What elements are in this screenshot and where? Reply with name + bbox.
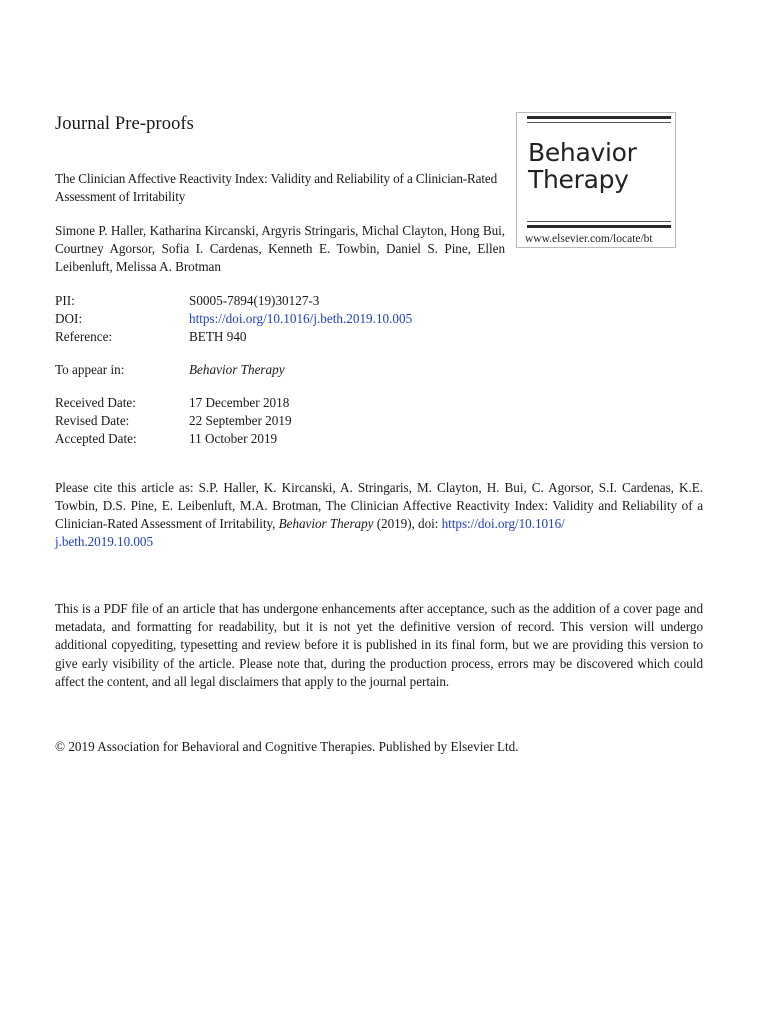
meta-row-received bbox=[55, 394, 412, 412]
preproof-notice: This is a PDF file of an article that has undergone enhancements after acceptance, such as the addition of a cover page and metadata, and formatting for readability, but it is not yet the definitive version of record. This version will undergo additional copyediting, typesetting and review before it is published in its final form, but we are providing this version to give early visibility of the article. Please note that, during the production process, errors may be discovered which could affect the content, and all legal disclaimers that apply to the journal pertain. bbox=[55, 601, 703, 689]
accepted-value: 11 October 2019 bbox=[189, 431, 278, 446]
citation-doi-part2: j.beth.2019.10.005 bbox=[55, 534, 154, 549]
article-title: The Clinician Affective Reactivity Index: Validity and Reliability of a Clinician-Rated Assessment of Irritability bbox=[55, 171, 498, 204]
meta-row-accepted bbox=[55, 430, 412, 448]
journal-cover[interactable] bbox=[516, 112, 676, 248]
doi-label: DOI: bbox=[55, 311, 83, 326]
cover-top-rule bbox=[527, 116, 671, 119]
pii-value: S0005-7894(19)30127-3 bbox=[189, 293, 320, 308]
cover-bottom-rule bbox=[527, 225, 671, 228]
citation-journal: Behavior Therapy bbox=[278, 516, 374, 531]
reference-value: BETH 940 bbox=[189, 329, 247, 344]
citation-middle: (2019), doi: bbox=[373, 516, 442, 531]
meta-row-doi bbox=[55, 310, 412, 328]
revised-value: 22 September 2019 bbox=[189, 413, 292, 428]
citation-prefix: Please cite this article as: S.P. Haller, K. Kircanski, A. Stringaris, M. Clayton, H. Bui, C. Agorsor, S.I. Cardenas, K.E. Towbin, D.S. Pine, E. Leibenluft, M.A. Brotman, The Clinician Affective Reactivity Index: Validity and Reliability of a Clinician-Rated Assessment of Irritability, bbox=[55, 480, 703, 531]
meta-row-reference bbox=[55, 328, 412, 346]
copyright-line: © 2019 Association for Behavioral and Cognitive Therapies. Published by Elsevier Ltd. bbox=[55, 739, 519, 754]
journal-label: Journal Pre-proofs bbox=[55, 114, 194, 134]
cover-top-thin-rule bbox=[527, 122, 671, 123]
appear-value: Behavior Therapy bbox=[189, 362, 285, 377]
article-metadata bbox=[55, 292, 412, 448]
doi-link[interactable]: https://doi.org/10.1016/j.beth.2019.10.005 bbox=[189, 311, 413, 326]
revised-label: Revised Date: bbox=[55, 413, 130, 428]
journal-brand-logo bbox=[528, 139, 637, 193]
citation-doi-part1: https://doi.org/10.1016/ bbox=[441, 516, 565, 531]
reference-label: Reference: bbox=[55, 329, 113, 344]
brand-line-2: Therapy bbox=[528, 165, 629, 194]
meta-row-appear bbox=[55, 361, 412, 379]
citation-paragraph bbox=[55, 479, 703, 551]
meta-row-revised bbox=[55, 412, 412, 430]
received-label: Received Date: bbox=[55, 395, 136, 410]
received-value: 17 December 2018 bbox=[189, 395, 290, 410]
journal-url[interactable]: www.elsevier.com/locate/bt bbox=[525, 233, 653, 245]
pii-label: PII: bbox=[55, 293, 75, 308]
appear-label: To appear in: bbox=[55, 362, 125, 377]
cover-bottom-thin-rule bbox=[527, 221, 671, 222]
author-list: Simone P. Haller, Katharina Kircanski, Argyris Stringaris, Michal Clayton, Hong Bui, Courtney Agorsor, Sofia I. Cardenas, Kenneth E. Towbin, Daniel S. Pine, Ellen Leibenluft, Melissa A. Brotman bbox=[55, 223, 505, 274]
accepted-label: Accepted Date: bbox=[55, 431, 137, 446]
meta-row-pii bbox=[55, 292, 412, 310]
brand-line-1: Behavior bbox=[528, 138, 637, 167]
